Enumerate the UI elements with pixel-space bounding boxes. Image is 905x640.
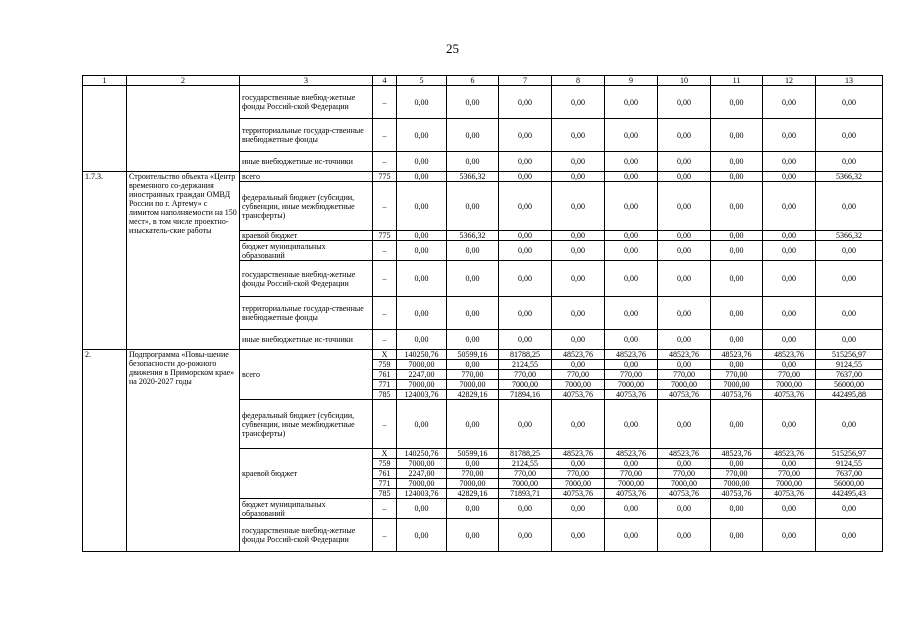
value-cell: 0,00 xyxy=(447,360,499,370)
value-cell: 0,00 xyxy=(658,86,711,119)
value-cell: 7000,00 xyxy=(658,479,711,489)
value-cell: 0,00 xyxy=(552,330,605,350)
value-cell: 0,00 xyxy=(658,241,711,261)
header-cell: 1 xyxy=(83,76,127,86)
value-cell: 0,00 xyxy=(711,182,763,231)
value-cell: 0,00 xyxy=(711,499,763,519)
code-cell: – xyxy=(373,241,397,261)
value-cell: 40753,76 xyxy=(763,489,816,499)
value-cell: 770,00 xyxy=(658,370,711,380)
code-cell: – xyxy=(373,86,397,119)
value-cell: 0,00 xyxy=(499,499,552,519)
value-cell: 7000,00 xyxy=(605,380,658,390)
header-cell: 11 xyxy=(711,76,763,86)
code-cell: 771 xyxy=(373,479,397,489)
code-cell: – xyxy=(373,499,397,519)
source-cell: государственные внебюд-жетные фонды Россий-ской Федерации xyxy=(240,261,373,297)
value-cell: 0,00 xyxy=(816,297,883,330)
value-cell: 48523,76 xyxy=(552,350,605,360)
source-cell: бюджет муниципальных образований xyxy=(240,241,373,261)
value-cell: 5366,32 xyxy=(816,172,883,182)
value-cell: 0,00 xyxy=(552,86,605,119)
value-cell: 0,00 xyxy=(658,330,711,350)
value-cell: 0,00 xyxy=(816,182,883,231)
source-cell: федеральный бюджет (субсидии, субвенции, иные межбюджетные трансферты) xyxy=(240,182,373,231)
value-cell: 2124,55 xyxy=(499,459,552,469)
value-cell: 0,00 xyxy=(763,400,816,449)
value-cell: 48523,76 xyxy=(658,350,711,360)
value-cell: 0,00 xyxy=(397,400,447,449)
source-cell: краевой бюджет xyxy=(240,231,373,241)
value-cell: 0,00 xyxy=(605,86,658,119)
value-cell: 0,00 xyxy=(447,182,499,231)
number-cell xyxy=(83,86,127,172)
value-cell: 0,00 xyxy=(552,499,605,519)
value-cell: 0,00 xyxy=(711,519,763,552)
value-cell: 40753,76 xyxy=(605,390,658,400)
value-cell: 0,00 xyxy=(605,360,658,370)
code-cell: 775 xyxy=(373,231,397,241)
value-cell: 0,00 xyxy=(499,152,552,172)
value-cell: 0,00 xyxy=(605,400,658,449)
header-cell: 12 xyxy=(763,76,816,86)
code-cell: – xyxy=(373,519,397,552)
value-cell: 0,00 xyxy=(397,241,447,261)
value-cell: 0,00 xyxy=(397,119,447,152)
value-cell: 0,00 xyxy=(397,330,447,350)
value-cell: 0,00 xyxy=(658,297,711,330)
value-cell: 9124,55 xyxy=(816,459,883,469)
source-cell: иные внебюджетные ис-точники xyxy=(240,330,373,350)
value-cell: 770,00 xyxy=(711,469,763,479)
value-cell: 0,00 xyxy=(658,519,711,552)
value-cell: 770,00 xyxy=(447,469,499,479)
value-cell: 770,00 xyxy=(552,469,605,479)
value-cell: 0,00 xyxy=(658,360,711,370)
value-cell: 0,00 xyxy=(658,400,711,449)
value-cell: 0,00 xyxy=(816,86,883,119)
code-cell: – xyxy=(373,330,397,350)
code-cell: 771 xyxy=(373,380,397,390)
item-name: Подпрограмма «Повы-шение безопасности до-рожного движения в Приморском крае» на 2020-2027 годы xyxy=(127,350,240,552)
value-cell: 50599,16 xyxy=(447,449,499,459)
value-cell: 9124,55 xyxy=(816,360,883,370)
value-cell: 770,00 xyxy=(552,370,605,380)
value-cell: 0,00 xyxy=(763,86,816,119)
value-cell: 81788,25 xyxy=(499,449,552,459)
value-cell: 0,00 xyxy=(816,519,883,552)
source-cell: всего xyxy=(240,172,373,182)
value-cell: 0,00 xyxy=(552,459,605,469)
value-cell: 0,00 xyxy=(605,519,658,552)
value-cell: 0,00 xyxy=(552,182,605,231)
header-cell: 10 xyxy=(658,76,711,86)
value-cell: 0,00 xyxy=(447,241,499,261)
value-cell: 7000,00 xyxy=(763,479,816,489)
value-cell: 770,00 xyxy=(711,370,763,380)
value-cell: 42829,16 xyxy=(447,489,499,499)
value-cell: 0,00 xyxy=(397,519,447,552)
code-cell: 761 xyxy=(373,469,397,479)
value-cell: 71894,16 xyxy=(499,390,552,400)
value-cell: 7000,00 xyxy=(605,479,658,489)
value-cell: 7000,00 xyxy=(499,380,552,390)
value-cell: 0,00 xyxy=(552,231,605,241)
value-cell: 0,00 xyxy=(658,119,711,152)
value-cell: 124003,76 xyxy=(397,489,447,499)
code-cell: 759 xyxy=(373,360,397,370)
value-cell: 0,00 xyxy=(447,261,499,297)
value-cell: 0,00 xyxy=(499,330,552,350)
value-cell: 0,00 xyxy=(711,400,763,449)
table-row xyxy=(83,350,883,360)
value-cell: 0,00 xyxy=(763,330,816,350)
name-cell xyxy=(127,86,240,172)
code-cell: 785 xyxy=(373,390,397,400)
value-cell: 770,00 xyxy=(447,370,499,380)
value-cell: 40753,76 xyxy=(658,390,711,400)
value-cell: 0,00 xyxy=(763,119,816,152)
value-cell: 0,00 xyxy=(711,297,763,330)
value-cell: 42829,16 xyxy=(447,390,499,400)
value-cell: 0,00 xyxy=(763,241,816,261)
value-cell: 0,00 xyxy=(397,152,447,172)
value-cell: 0,00 xyxy=(605,152,658,172)
budget-table xyxy=(82,75,883,552)
value-cell: 40753,76 xyxy=(711,489,763,499)
value-cell: 40753,76 xyxy=(552,489,605,499)
value-cell: 0,00 xyxy=(605,330,658,350)
header-cell: 3 xyxy=(240,76,373,86)
value-cell: 0,00 xyxy=(397,86,447,119)
value-cell: 0,00 xyxy=(605,172,658,182)
value-cell: 0,00 xyxy=(711,261,763,297)
value-cell: 0,00 xyxy=(711,360,763,370)
value-cell: 0,00 xyxy=(763,360,816,370)
value-cell: 0,00 xyxy=(763,152,816,172)
value-cell: 0,00 xyxy=(552,119,605,152)
value-cell: 442495,43 xyxy=(816,489,883,499)
value-cell: 0,00 xyxy=(816,152,883,172)
code-cell: – xyxy=(373,152,397,172)
value-cell: 0,00 xyxy=(816,330,883,350)
value-cell: 0,00 xyxy=(816,499,883,519)
code-cell: – xyxy=(373,182,397,231)
value-cell: 770,00 xyxy=(763,370,816,380)
value-cell: 48523,76 xyxy=(605,449,658,459)
value-cell: 7000,00 xyxy=(552,479,605,489)
value-cell: 515256,97 xyxy=(816,350,883,360)
value-cell: 48523,76 xyxy=(711,350,763,360)
value-cell: 0,00 xyxy=(711,241,763,261)
value-cell: 0,00 xyxy=(447,330,499,350)
value-cell: 0,00 xyxy=(499,297,552,330)
value-cell: 140250,76 xyxy=(397,449,447,459)
value-cell: 40753,76 xyxy=(605,489,658,499)
value-cell: 56000,00 xyxy=(816,479,883,489)
value-cell: 48523,76 xyxy=(711,449,763,459)
value-cell: 0,00 xyxy=(711,330,763,350)
value-cell: 0,00 xyxy=(499,182,552,231)
value-cell: 0,00 xyxy=(397,172,447,182)
value-cell: 0,00 xyxy=(447,119,499,152)
value-cell: 0,00 xyxy=(605,241,658,261)
value-cell: 0,00 xyxy=(711,172,763,182)
source-cell: федеральный бюджет (субсидии, субвенции, иные межбюджетные трансферты) xyxy=(240,400,373,449)
value-cell: 48523,76 xyxy=(658,449,711,459)
value-cell: 770,00 xyxy=(658,469,711,479)
value-cell: 0,00 xyxy=(763,499,816,519)
value-cell: 7000,00 xyxy=(447,479,499,489)
source-cell: государственные внебюд-жетные фонды Россий-ской Федерации xyxy=(240,86,373,119)
header-row xyxy=(83,76,883,86)
value-cell: 0,00 xyxy=(552,297,605,330)
value-cell: 0,00 xyxy=(658,459,711,469)
source-cell: бюджет муниципальных образований xyxy=(240,499,373,519)
value-cell: 7637,00 xyxy=(816,469,883,479)
value-cell: 0,00 xyxy=(499,519,552,552)
value-cell: 0,00 xyxy=(552,400,605,449)
table-row xyxy=(83,86,883,119)
value-cell: 48523,76 xyxy=(605,350,658,360)
value-cell: 0,00 xyxy=(658,231,711,241)
value-cell: 7000,00 xyxy=(763,380,816,390)
value-cell: 0,00 xyxy=(605,459,658,469)
value-cell: 0,00 xyxy=(447,152,499,172)
header-cell: 13 xyxy=(816,76,883,86)
code-cell: X xyxy=(373,449,397,459)
value-cell: 0,00 xyxy=(658,152,711,172)
header-cell: 9 xyxy=(605,76,658,86)
value-cell: 0,00 xyxy=(711,459,763,469)
value-cell: 0,00 xyxy=(397,231,447,241)
value-cell: 0,00 xyxy=(447,459,499,469)
value-cell: 0,00 xyxy=(447,297,499,330)
value-cell: 0,00 xyxy=(447,499,499,519)
value-cell: 0,00 xyxy=(447,519,499,552)
value-cell: 0,00 xyxy=(499,172,552,182)
code-cell: 775 xyxy=(373,172,397,182)
value-cell: 0,00 xyxy=(605,182,658,231)
value-cell: 40753,76 xyxy=(763,390,816,400)
code-cell: 785 xyxy=(373,489,397,499)
value-cell: 0,00 xyxy=(605,119,658,152)
value-cell: 0,00 xyxy=(397,499,447,519)
value-cell: 0,00 xyxy=(816,400,883,449)
value-cell: 0,00 xyxy=(658,499,711,519)
value-cell: 0,00 xyxy=(499,119,552,152)
value-cell: 0,00 xyxy=(499,400,552,449)
value-cell: 0,00 xyxy=(711,119,763,152)
header-cell: 8 xyxy=(552,76,605,86)
value-cell: 0,00 xyxy=(658,261,711,297)
value-cell: 0,00 xyxy=(605,231,658,241)
value-cell: 0,00 xyxy=(552,519,605,552)
value-cell: 0,00 xyxy=(605,297,658,330)
value-cell: 81788,25 xyxy=(499,350,552,360)
header-cell: 2 xyxy=(127,76,240,86)
value-cell: 0,00 xyxy=(499,231,552,241)
value-cell: 7000,00 xyxy=(711,380,763,390)
value-cell: 71893,71 xyxy=(499,489,552,499)
value-cell: 2124,55 xyxy=(499,360,552,370)
value-cell: 40753,76 xyxy=(658,489,711,499)
value-cell: 0,00 xyxy=(499,86,552,119)
value-cell: 7000,00 xyxy=(658,380,711,390)
value-cell: 770,00 xyxy=(499,469,552,479)
value-cell: 40753,76 xyxy=(552,390,605,400)
value-cell: 48523,76 xyxy=(763,350,816,360)
value-cell: 0,00 xyxy=(552,152,605,172)
value-cell: 515256,97 xyxy=(816,449,883,459)
value-cell: 140250,76 xyxy=(397,350,447,360)
value-cell: 0,00 xyxy=(397,182,447,231)
value-cell: 124003,76 xyxy=(397,390,447,400)
value-cell: 0,00 xyxy=(397,297,447,330)
value-cell: 0,00 xyxy=(552,360,605,370)
value-cell: 0,00 xyxy=(763,182,816,231)
value-cell: 0,00 xyxy=(816,261,883,297)
source-cell: иные внебюджетные ис-точники xyxy=(240,152,373,172)
item-name: Строительство объекта «Центр временного со-держания иностранных граждан ОМВД России по г. Артему» с лимитом наполняемости на 150 мест», в том числе проектно-изыскатель-ские работы xyxy=(127,172,240,350)
header-cell: 4 xyxy=(373,76,397,86)
page-number: 25 xyxy=(446,41,459,56)
value-cell: 7000,00 xyxy=(711,479,763,489)
value-cell: 0,00 xyxy=(552,241,605,261)
value-cell: 7637,00 xyxy=(816,370,883,380)
value-cell: 7000,00 xyxy=(397,459,447,469)
value-cell: 7000,00 xyxy=(447,380,499,390)
value-cell: 0,00 xyxy=(763,261,816,297)
table-row xyxy=(83,172,883,182)
value-cell: 0,00 xyxy=(447,86,499,119)
code-cell: X xyxy=(373,350,397,360)
item-number: 1.7.3. xyxy=(83,172,127,350)
value-cell: 770,00 xyxy=(499,370,552,380)
value-cell: 0,00 xyxy=(552,261,605,297)
value-cell: 0,00 xyxy=(763,172,816,182)
value-cell: 50599,16 xyxy=(447,350,499,360)
code-cell: 759 xyxy=(373,459,397,469)
value-cell: 48523,76 xyxy=(763,449,816,459)
value-cell: 2247,00 xyxy=(397,370,447,380)
value-cell: 5366,32 xyxy=(816,231,883,241)
value-cell: 7000,00 xyxy=(397,479,447,489)
value-cell: 0,00 xyxy=(711,231,763,241)
value-cell: 0,00 xyxy=(552,172,605,182)
code-cell: – xyxy=(373,119,397,152)
value-cell: 5366,32 xyxy=(447,172,499,182)
header-cell: 5 xyxy=(397,76,447,86)
code-cell: 761 xyxy=(373,370,397,380)
value-cell: 0,00 xyxy=(605,499,658,519)
value-cell: 0,00 xyxy=(763,519,816,552)
value-cell: 770,00 xyxy=(605,370,658,380)
value-cell: 0,00 xyxy=(658,182,711,231)
value-cell: 0,00 xyxy=(658,172,711,182)
value-cell: 7000,00 xyxy=(397,380,447,390)
value-cell: 7000,00 xyxy=(552,380,605,390)
value-cell: 770,00 xyxy=(763,469,816,479)
value-cell: 48523,76 xyxy=(552,449,605,459)
value-cell: 0,00 xyxy=(605,261,658,297)
header-cell: 6 xyxy=(447,76,499,86)
value-cell: 0,00 xyxy=(711,152,763,172)
code-cell: – xyxy=(373,261,397,297)
value-cell: 0,00 xyxy=(499,261,552,297)
value-cell: 7000,00 xyxy=(499,479,552,489)
code-cell: – xyxy=(373,297,397,330)
source-cell: территориальные государ-ственные внебюджетные фонды xyxy=(240,119,373,152)
item-number: 2. xyxy=(83,350,127,552)
value-cell: 5366,32 xyxy=(447,231,499,241)
value-cell: 0,00 xyxy=(763,231,816,241)
value-cell: 2247,00 xyxy=(397,469,447,479)
source-cell: всего xyxy=(240,350,373,400)
value-cell: 0,00 xyxy=(816,119,883,152)
source-cell: краевой бюджет xyxy=(240,449,373,499)
value-cell: 56000,00 xyxy=(816,380,883,390)
value-cell: 0,00 xyxy=(816,241,883,261)
value-cell: 0,00 xyxy=(397,261,447,297)
value-cell: 0,00 xyxy=(711,86,763,119)
value-cell: 0,00 xyxy=(763,297,816,330)
value-cell: 442495,88 xyxy=(816,390,883,400)
value-cell: 40753,76 xyxy=(711,390,763,400)
value-cell: 0,00 xyxy=(499,241,552,261)
value-cell: 0,00 xyxy=(763,459,816,469)
source-cell: государственные внебюд-жетные фонды Россий-ской Федерации xyxy=(240,519,373,552)
value-cell: 7000,00 xyxy=(397,360,447,370)
source-cell: территориальные государ-ственные внебюджетные фонды xyxy=(240,297,373,330)
header-cell: 7 xyxy=(499,76,552,86)
value-cell: 0,00 xyxy=(447,400,499,449)
code-cell: – xyxy=(373,400,397,449)
value-cell: 770,00 xyxy=(605,469,658,479)
